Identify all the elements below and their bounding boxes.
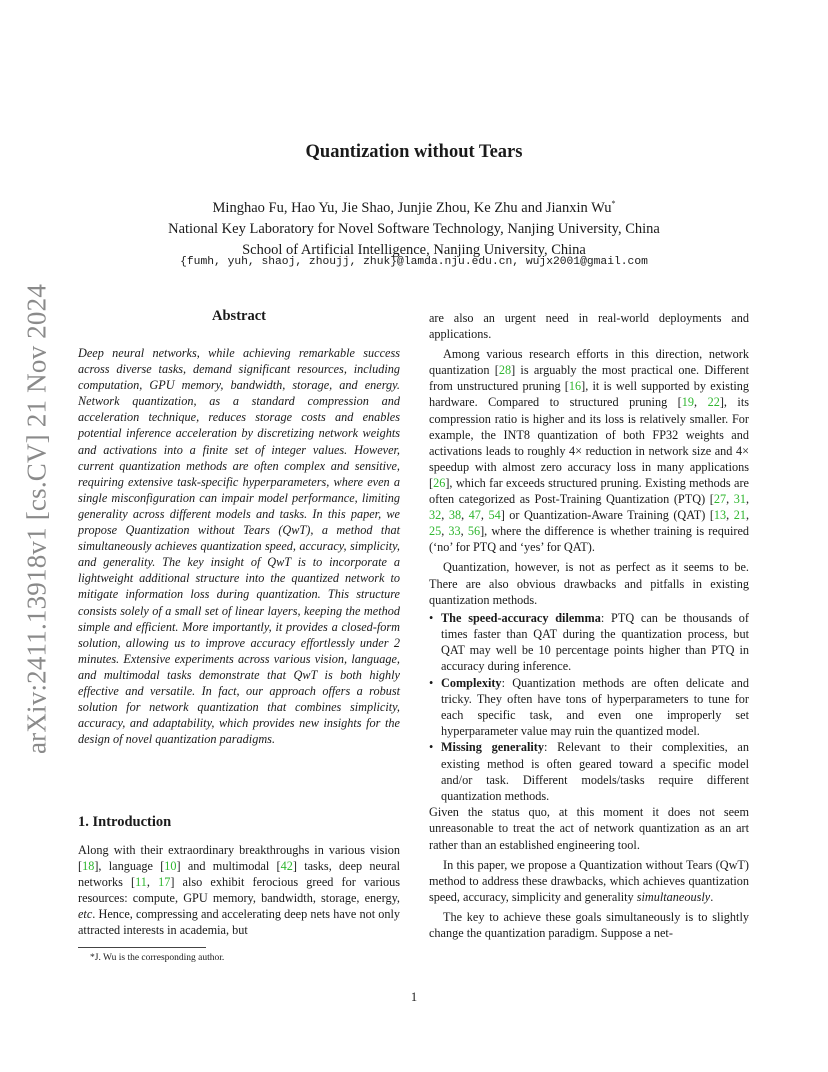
citation-link[interactable]: 18 — [82, 859, 95, 874]
arxiv-identifier — [22, 276, 52, 762]
right-paragraph-continued: are also an urgent need in real-world deployments and applications. — [429, 311, 749, 342]
citation-link[interactable]: 32 — [429, 508, 442, 523]
citation-link[interactable]: 19 — [681, 395, 695, 410]
citation-link[interactable]: 16 — [568, 379, 582, 394]
citation-link[interactable]: 17 — [158, 875, 171, 890]
list-item: • Missing generality: Relevant to their complexities, an existing method is often geared toward a specific model and/or task. Different models/tasks require different quantization methods. — [429, 740, 749, 803]
intro-paragraph-1: Along with their extraordinary breakthroughs in various vision [18], language [10] and multimodal [42] tasks, deep neural networks [11, 17] also exhibit ferocious greed for various resources: compute, GPU memory, bandwidth, storage, energy, etc. Hence, compressing and accelerating deep nets have not only attracted interests in academia, but — [78, 843, 400, 938]
citation-link[interactable]: 31 — [733, 492, 746, 507]
citation-link[interactable]: 13 — [713, 508, 727, 523]
citation-link[interactable]: 38 — [448, 508, 462, 523]
right-column — [429, 310, 749, 945]
citation-link[interactable]: 28 — [498, 363, 512, 378]
citation-link[interactable]: 54 — [488, 508, 501, 523]
drawbacks-list — [429, 610, 749, 804]
right-paragraph-1: Among various research efforts in this direction, network quantization [28] is arguably the most practical one. Different from unstructured pruning [16], it is well supported by existing hardware. Compared to structured pruning [19, 22], its compression ratio is higher and its loss is relatively smaller. For example, the INT8 quantization of both FP32 weights and activations leads to roughly 4× reduction in network size and 4× speedup with almost zero accuracy loss in many applications [26], which far exceeds structured pruning. Existing methods are often categorized as Post-Training Quantization (PTQ) [27, 31, 32, 38, 47, 54] or Quantization-Aware Training (QAT) [13, 21, 25, 33, 56], where the difference is whether training is required (‘no’ for PTQ and ‘yes’ for QAT). — [429, 347, 750, 555]
abstract-body — [78, 345, 400, 747]
citation-link[interactable]: 27 — [713, 492, 727, 507]
citation-link[interactable]: 26 — [433, 475, 446, 490]
citation-link[interactable]: 22 — [707, 395, 720, 410]
right-paragraph-5: The key to achieve these goals simultaneously is to slightly change the quantization paradigm. Suppose a net- — [429, 909, 749, 940]
citation-link[interactable]: 56 — [467, 524, 481, 539]
abstract-heading: Abstract — [212, 308, 266, 324]
list-item: • The speed-accuracy dilemma: PTQ can be thousands of times faster than QAT during the quantization process, but QAT may well be 10 percentage points higher than PTQ in accuracy during inference. — [429, 610, 750, 673]
author-emails: {fumh, yuh, shaoj, zhoujj, zhuk}@lamda.nju.edu.cn, wujx2001@gmail.com — [180, 256, 648, 268]
citation-link[interactable]: 11 — [135, 875, 147, 890]
citation-link[interactable]: 25 — [429, 524, 442, 539]
corresponding-author-mark: * — [611, 199, 616, 208]
footnote-divider — [78, 947, 206, 948]
paper-title: Quantization without Tears — [305, 142, 523, 162]
right-paragraph-2: Quantization, however, is not as perfect as it seems to be. There are also obvious drawbacks and pitfalls in existing quantization methods. — [429, 560, 749, 607]
footnote: *J. Wu is the corresponding author. — [90, 953, 225, 963]
citation-link[interactable]: 33 — [448, 524, 461, 539]
author-names: Minghao Fu, Hao Yu, Jie Shao, Junjie Zhou, Ke Zhu and Jianxin Wu* — [212, 199, 616, 216]
abstract-text: Deep neural networks, while achieving remarkable success across diverse tasks, demand significant resources, including computation, GPU memory, bandwidth, storage, and energy. Network quantization, as a standard compression and acceleration technique, reduces storage costs and enables potential inference acceleration by discretizing network weights and activations into a finite set of integer values. However, current quantization methods are often complex and sensitive, requiring extensive task-specific hyperparameters, where even a single misconfiguration can impair model performance, limiting generality across different models and tasks. In this paper, we propose Quantization without Tears (QwT), a method that simultaneously achieves quantization speed, accuracy, simplicity, and generality. The key insight of QwT is to incorporate a lightweight additional structure into the quantized network to mitigate information loss during quantization. This structure consists solely of a small set of linear layers, keeping the method simple and efficient. More importantly, it provides a closed-form solution, allowing us to improve accuracy effortlessly under 2 minutes. Extensive experiments across various vision, language, and multimodal tasks demonstrate that QwT is both highly effective and versatile. In fact, our approach offers a robust solution for network quantization that combines simplicity, accuracy, and adaptability, which provides new insights for the design of novel quantization paradigms. — [78, 346, 400, 747]
right-paragraph-3: Given the status quo, at this moment it does not seem unreasonable to treat the act of network quantization as an art rather than an established engineering tool. — [429, 805, 749, 852]
affiliation-2: School of Artificial Intelligence, Nanjing University, China — [242, 241, 586, 258]
author-block — [0, 193, 828, 261]
citation-link[interactable]: 10 — [164, 859, 177, 874]
section-heading-introduction: 1. Introduction — [78, 814, 172, 830]
citation-link[interactable]: 21 — [733, 508, 746, 523]
citation-link[interactable]: 47 — [468, 508, 481, 523]
arxiv-identifier-text: arXiv:2411.13918v1 [cs.CV] 21 Nov 2024 — [21, 283, 52, 755]
affiliation-1: National Key Laboratory for Novel Software Technology, Nanjing University, China — [168, 220, 660, 237]
citation-link[interactable]: 42 — [280, 859, 293, 874]
introduction-body — [78, 842, 400, 939]
list-item: • Complexity: Quantization methods are often delicate and tricky. They often have tons of hyperparameters to tune for each specific task, and even one improperly set hyperparameter value may ruin the quantized model. — [429, 675, 749, 738]
right-paragraph-4: In this paper, we propose a Quantization without Tears (QwT) method to address these drawbacks, which achieves quantization speed, accuracy, simplicity and generality simultaneously. — [429, 857, 749, 904]
page-number: 1 — [410, 990, 418, 1004]
